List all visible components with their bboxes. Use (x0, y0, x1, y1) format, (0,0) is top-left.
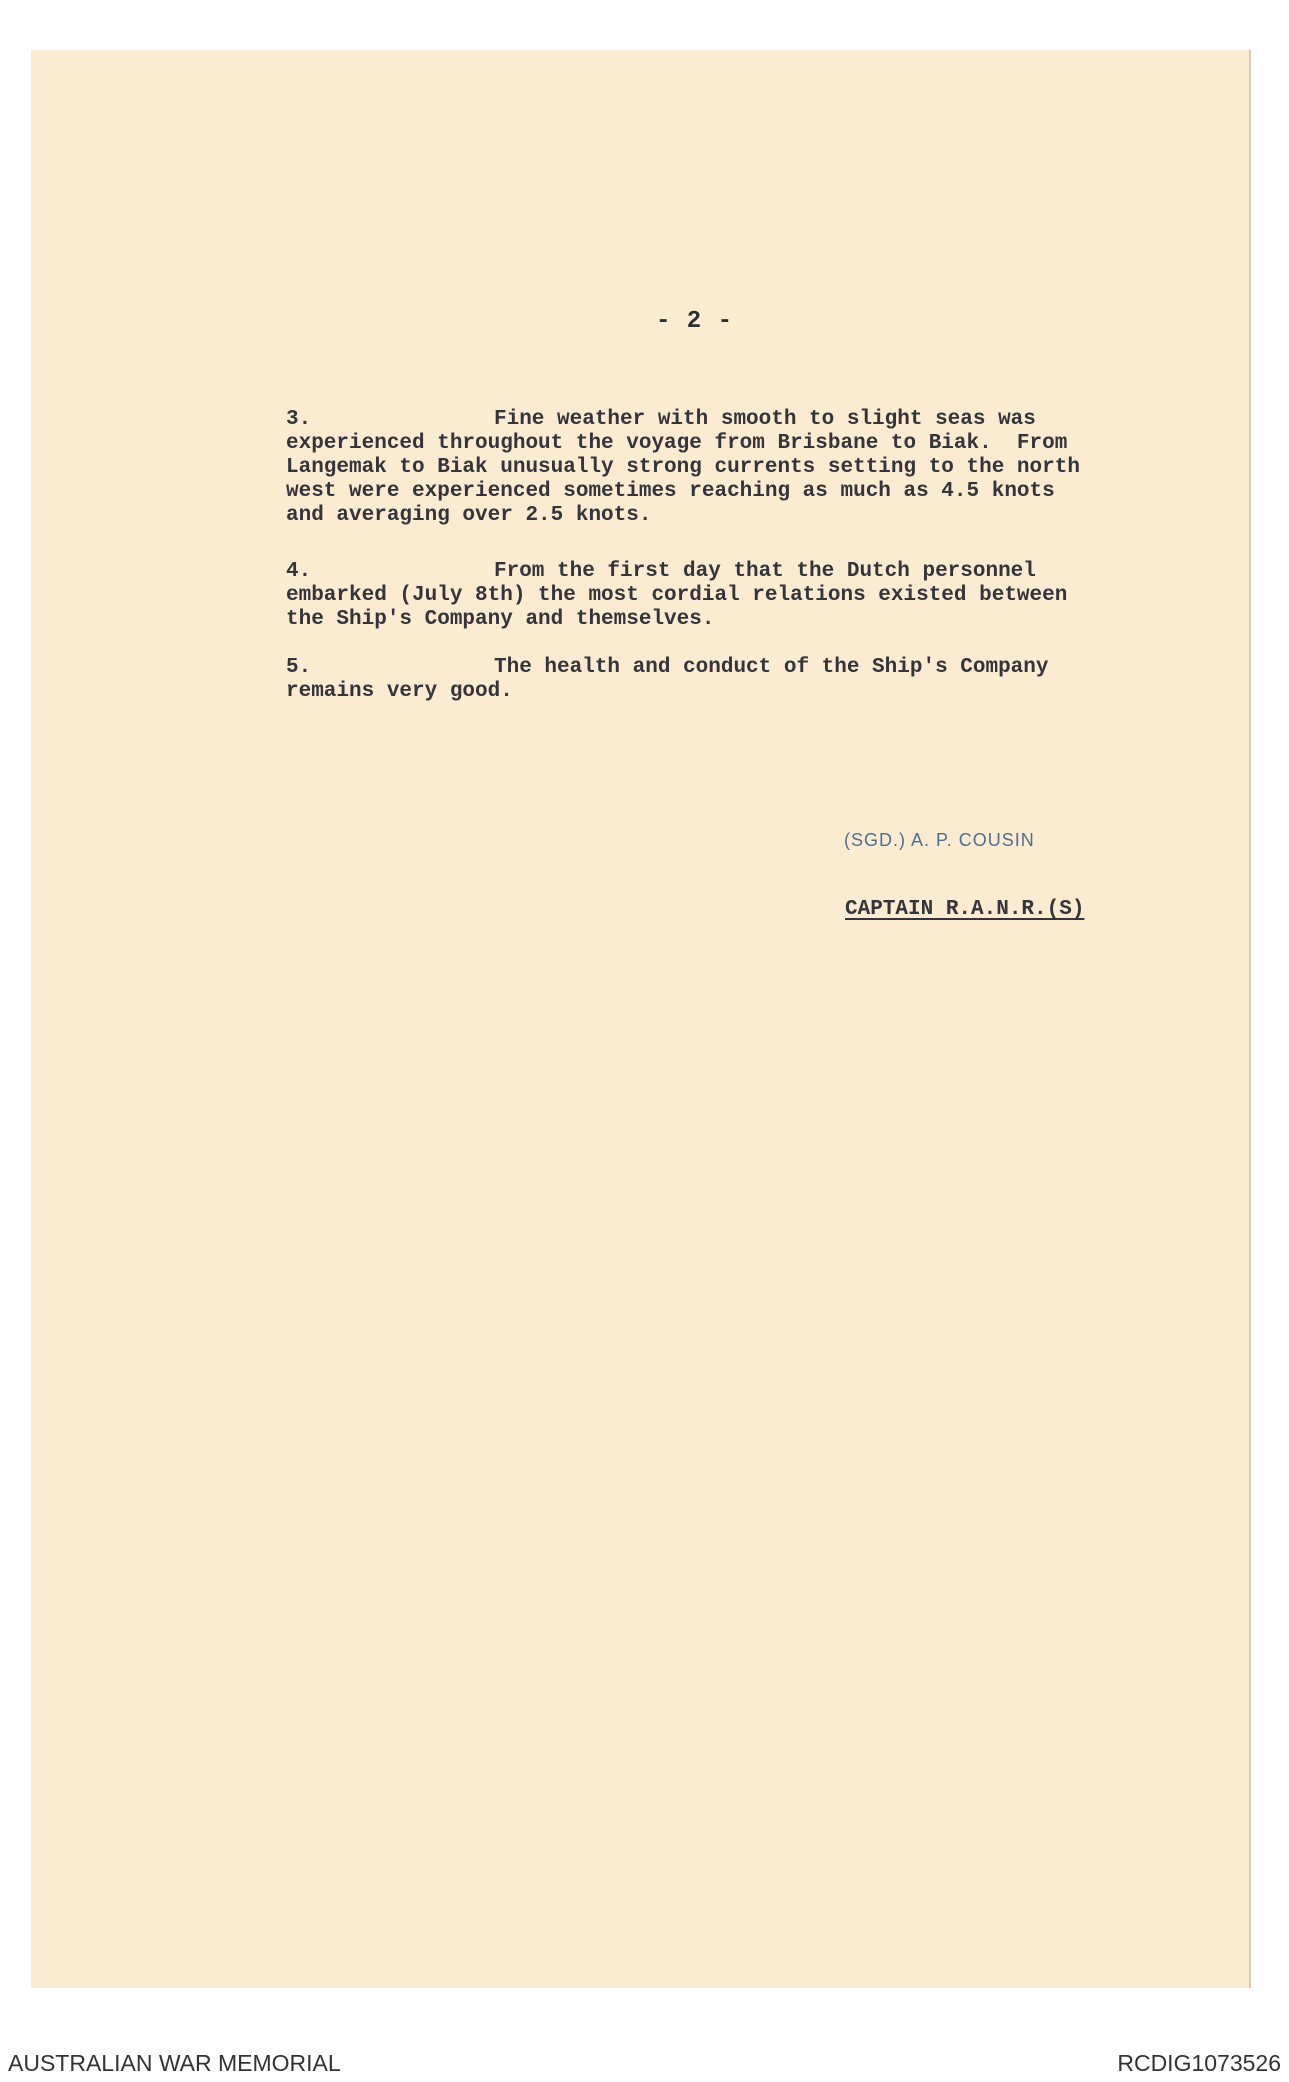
footer-institution: AUSTRALIAN WAR MEMORIAL (8, 2050, 341, 2076)
paragraph-number: 3. (286, 408, 312, 431)
signature-stamp: (SGD.) A. P. COUSIN (844, 830, 1035, 850)
paragraph-number: 4. (286, 560, 312, 583)
signatory-rank: CAPTAIN R.A.N.R.(S) (845, 898, 1085, 921)
paragraph-5 (286, 656, 1231, 704)
footer-record-id: RCDIG1073526 (1117, 2050, 1281, 2076)
paragraph-line: The health and conduct of the Ship's Company (494, 656, 1049, 679)
paragraph-line: remains very good. (286, 680, 513, 703)
paragraph-number: 5. (286, 656, 312, 679)
paragraph-line: From the first day that the Dutch personnel (494, 560, 1036, 583)
paragraph-line: Langemak to Biak unusually strong currents setting to the north (286, 456, 1080, 479)
paragraph-line: experienced throughout the voyage from Brisbane to Biak. From (286, 432, 1068, 455)
paragraph-line: and averaging over 2.5 knots. (286, 504, 652, 527)
page-number: - 2 - (656, 308, 734, 335)
paragraph-line: west were experienced sometimes reaching as much as 4.5 knots (286, 480, 1055, 503)
paragraph-line: the Ship's Company and themselves. (286, 608, 715, 631)
paragraph-line: embarked (July 8th) the most cordial relations existed between (286, 584, 1068, 607)
document-page (31, 50, 1251, 1988)
paragraph-4 (286, 560, 1231, 632)
paragraph-3 (286, 408, 1231, 528)
paragraph-line: Fine weather with smooth to slight seas was (494, 408, 1036, 431)
